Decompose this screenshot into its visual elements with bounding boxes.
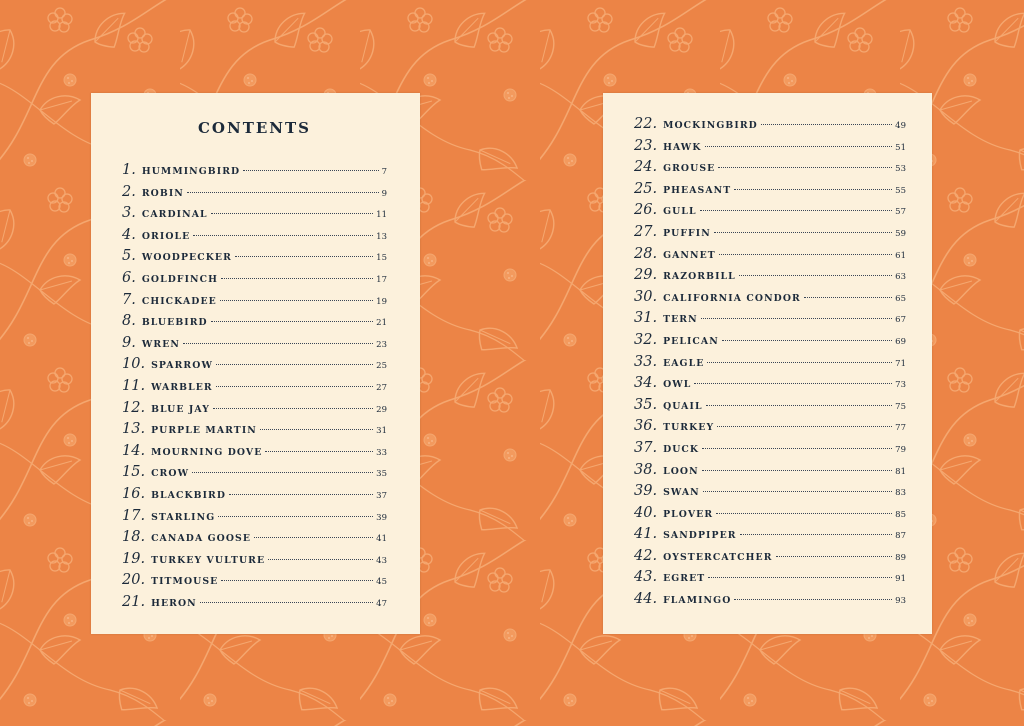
dot-leader [235,256,373,257]
toc-entry-number: 6. [122,269,136,286]
toc-entry-page-number: 27 [376,382,387,393]
toc-entry-title: EAGLE [663,357,705,369]
toc-entry-number: 37. [634,439,658,456]
toc-entry-page-number: 37 [376,490,387,501]
toc-entry-title: CHICKADEE [141,295,217,307]
toc-entry[interactable] [122,443,387,465]
toc-entry-number: 23. [634,137,658,154]
toc-entry-page-number: 23 [376,339,387,350]
toc-entry-title: PLOVER [663,508,714,520]
toc-entry-page-number: 59 [895,228,906,239]
toc-entry-number: 1. [122,162,136,178]
toc-entry[interactable] [634,354,906,376]
dot-leader [804,297,892,298]
toc-entry-page-number: 51 [895,142,906,153]
dot-leader [734,599,892,600]
toc-entry-page-number: 19 [376,296,387,307]
toc-entry-number: 20. [122,572,146,589]
dot-leader [216,364,373,365]
contents-page-right [603,93,932,634]
toc-entry-number: 17. [122,507,146,524]
toc-entry[interactable] [122,378,387,400]
toc-entry[interactable] [122,227,387,249]
toc-entry[interactable] [634,224,906,246]
toc-entry-page-number: 13 [376,231,387,242]
toc-entry[interactable] [634,181,906,203]
toc-entry-title: TURKEY VULTURE [151,554,266,566]
toc-entry-number: 38. [634,461,658,478]
dot-leader [702,448,892,449]
dot-leader [740,534,893,535]
toc-entry-page-number: 45 [376,577,387,588]
toc-list-left [122,162,387,615]
dot-leader [718,167,892,168]
toc-entry[interactable] [634,289,906,311]
toc-entry[interactable] [634,116,906,138]
toc-entry-page-number: 67 [895,315,906,326]
toc-entry[interactable] [122,594,387,616]
toc-entry-title: SANDPIPER [663,530,737,542]
toc-entry-title: SPARROW [151,360,213,372]
dot-leader [260,429,373,430]
toc-entry-page-number: 73 [895,380,906,391]
toc-entry-number: 2. [122,183,136,200]
toc-entry-title: TERN [663,314,698,326]
toc-entry[interactable] [634,202,906,224]
dot-leader [694,383,892,384]
dot-leader [193,235,373,236]
dot-leader [211,321,373,322]
toc-entry[interactable] [122,270,387,292]
toc-entry[interactable] [122,572,387,594]
toc-entry-number: 16. [122,485,146,502]
toc-entry-title: CALIFORNIA CONDOR [663,292,801,304]
toc-entry-title: STARLING [151,511,216,523]
dot-leader [716,513,892,514]
toc-entry-title: WARBLER [151,381,213,393]
toc-entry-page-number: 53 [895,164,906,175]
toc-entry-page-number: 71 [895,358,906,369]
toc-entry-title: QUAIL [663,400,703,412]
toc-entry[interactable] [634,397,906,419]
toc-entry-title: RAZORBILL [663,271,736,283]
toc-list-right [634,116,906,613]
dot-leader [221,580,373,581]
toc-entry[interactable] [122,162,387,184]
toc-entry-page-number: 47 [376,598,387,609]
toc-entry-number: 21. [122,593,146,610]
toc-entry-number: 12. [122,399,146,416]
toc-entry-page-number: 63 [895,272,906,283]
toc-entry-title: BLUE JAY [151,403,210,415]
dot-leader [703,491,892,492]
toc-entry-number: 36. [634,418,658,435]
dot-leader [717,426,892,427]
toc-entry[interactable] [122,335,387,357]
toc-entry-number: 29. [634,267,658,284]
toc-entry-page-number: 33 [376,447,387,458]
toc-entry-page-number: 9 [381,188,387,199]
toc-entry-number: 42. [634,547,658,564]
toc-entry-number: 44. [634,591,658,608]
dot-leader [211,213,374,214]
toc-entry-page-number: 85 [895,509,906,520]
dot-leader [187,192,379,193]
dot-leader [722,340,892,341]
toc-entry-number: 9. [122,334,136,351]
toc-entry-number: 25. [634,180,658,197]
toc-entry-page-number: 83 [895,488,906,499]
toc-entry-number: 33. [634,353,658,370]
toc-entry-number: 10. [122,356,146,373]
toc-entry-title: PHEASANT [663,184,732,196]
dot-leader [218,516,373,517]
toc-entry-number: 24. [634,159,658,176]
toc-entry-title: HUMMINGBIRD [141,166,241,177]
toc-entry-page-number: 31 [376,426,387,437]
toc-entry-title: BLACKBIRD [151,489,227,501]
contents-title: CONTENTS [197,119,312,137]
toc-entry-page-number: 57 [895,207,906,218]
dot-leader [213,408,373,409]
toc-entry-title: OYSTERCATCHER [663,551,773,563]
toc-entry-page-number: 17 [376,274,387,285]
dot-leader [708,577,892,578]
toc-entry[interactable] [634,159,906,181]
dot-leader [229,494,373,495]
toc-entry[interactable] [634,332,906,354]
toc-entry-page-number: 21 [376,318,387,329]
dot-leader [183,343,373,344]
toc-entry[interactable] [634,526,906,548]
dot-leader [761,124,892,125]
dot-leader [714,232,892,233]
toc-entry-title: BLUEBIRD [141,317,208,329]
toc-entry[interactable] [122,400,387,422]
toc-entry-number: 40. [634,504,658,521]
toc-entry[interactable] [122,464,387,486]
toc-entry-page-number: 65 [895,293,906,304]
toc-entry-title: DUCK [663,443,700,455]
toc-entry[interactable] [634,591,906,613]
toc-entry-title: CANADA GOOSE [151,533,252,545]
toc-entry-page-number: 93 [895,596,906,607]
toc-entry-page-number: 77 [895,423,906,434]
toc-entry-number: 35. [634,396,658,413]
toc-entry-title: MOCKINGBIRD [663,120,758,131]
toc-entry-page-number: 69 [895,336,906,347]
toc-entry-number: 7. [122,291,136,308]
toc-entry[interactable] [122,356,387,378]
toc-entry-number: 15. [122,464,146,481]
toc-entry-title: OWL [663,379,692,391]
toc-entry-title: PURPLE MARTIN [151,425,257,437]
toc-entry-page-number: 41 [376,534,387,545]
toc-entry-title: CROW [151,468,190,480]
toc-entry-page-number: 29 [376,404,387,415]
toc-entry-page-number: 87 [895,531,906,542]
toc-entry-page-number: 43 [376,555,387,566]
toc-entry-page-number: 7 [381,167,387,177]
toc-entry-number: 43. [634,569,658,586]
toc-entry-page-number: 25 [376,361,387,372]
toc-entry-title: HERON [151,597,197,609]
toc-entry-number: 5. [122,248,136,265]
dot-leader [254,537,373,538]
toc-entry-number: 3. [122,205,136,222]
toc-entry-number: 41. [634,526,658,543]
dot-leader [734,189,892,190]
toc-entry[interactable] [122,313,387,335]
toc-entry-number: 14. [122,442,146,459]
toc-entry-page-number: 49 [895,121,906,131]
toc-entry[interactable] [122,292,387,314]
dot-leader [216,386,373,387]
toc-entry[interactable] [634,462,906,484]
toc-entry-page-number: 91 [895,574,906,585]
toc-entry[interactable] [634,310,906,332]
toc-entry[interactable] [634,267,906,289]
toc-entry[interactable] [122,529,387,551]
toc-entry-page-number: 75 [895,401,906,412]
toc-entry-title: SWAN [663,487,700,499]
toc-entry[interactable] [634,246,906,268]
toc-entry[interactable] [634,418,906,440]
toc-entry-page-number: 79 [895,444,906,455]
toc-entry-page-number: 61 [895,250,906,261]
dot-leader [702,470,892,471]
toc-entry-number: 22. [634,116,658,132]
dot-leader [192,472,373,473]
dot-leader [707,362,892,363]
toc-entry-title: PELICAN [663,335,719,347]
toc-entry-page-number: 39 [376,512,387,523]
toc-entry[interactable] [122,551,387,573]
toc-entry-title: MOURNING DOVE [151,446,263,458]
toc-entry-title: TITMOUSE [151,576,219,588]
toc-entry-title: GULL [663,206,697,218]
toc-entry-page-number: 11 [376,210,387,221]
dot-leader [220,300,373,301]
toc-entry[interactable] [122,486,387,508]
toc-entry[interactable] [122,248,387,270]
toc-entry-title: GROUSE [663,163,716,175]
toc-entry-title: GANNET [663,249,716,261]
toc-entry-number: 31. [634,310,658,327]
dot-leader [265,451,373,452]
toc-entry[interactable] [634,440,906,462]
dot-leader [243,170,378,171]
toc-entry[interactable] [634,569,906,591]
toc-entry[interactable] [634,483,906,505]
toc-entry[interactable] [634,505,906,527]
dot-leader [701,318,892,319]
toc-entry-number: 18. [122,529,146,546]
toc-entry[interactable] [634,548,906,570]
toc-entry[interactable] [634,375,906,397]
dot-leader [706,405,893,406]
dot-leader [739,275,892,276]
toc-entry-number: 4. [122,226,136,243]
toc-entry-number: 34. [634,375,658,392]
toc-entry-page-number: 89 [895,552,906,563]
toc-entry-title: PUFFIN [663,227,711,239]
toc-entry-title: WREN [141,338,180,350]
toc-entry-number: 32. [634,331,658,348]
toc-entry-title: EGRET [663,573,706,585]
toc-entry-title: ORIOLE [141,230,191,242]
toc-entry-number: 27. [634,223,658,240]
dot-leader [719,254,892,255]
toc-entry[interactable] [122,184,387,206]
dot-leader [705,146,893,147]
toc-entry[interactable] [122,508,387,530]
toc-entry[interactable] [122,205,387,227]
toc-entry-title: GOLDFINCH [141,273,219,285]
dot-leader [268,559,373,560]
dot-leader [200,602,373,603]
toc-entry-title: CARDINAL [141,209,208,221]
toc-entry-page-number: 55 [895,185,906,196]
toc-entry-page-number: 81 [895,466,906,477]
toc-entry-title: TURKEY [663,422,715,434]
dot-leader [221,278,373,279]
toc-entry-number: 19. [122,550,146,567]
toc-entry-number: 8. [122,313,136,330]
toc-entry-title: LOON [663,465,699,477]
toc-entry-number: 39. [634,483,658,500]
toc-entry-title: ROBIN [141,187,184,199]
toc-entry-number: 11. [122,377,146,394]
toc-entry-number: 26. [634,202,658,219]
toc-entry[interactable] [634,138,906,160]
toc-entry-number: 28. [634,245,658,262]
toc-entry-page-number: 35 [376,469,387,480]
toc-entry-title: HAWK [663,141,702,153]
toc-entry-title: WOODPECKER [141,252,232,264]
toc-entry-page-number: 15 [376,253,387,264]
dot-leader [776,556,893,557]
dot-leader [700,210,893,211]
toc-entry-title: FLAMINGO [663,595,732,607]
toc-entry-number: 30. [634,288,658,305]
toc-entry-number: 13. [122,421,146,438]
contents-page-left [91,93,420,634]
toc-entry[interactable] [122,421,387,443]
